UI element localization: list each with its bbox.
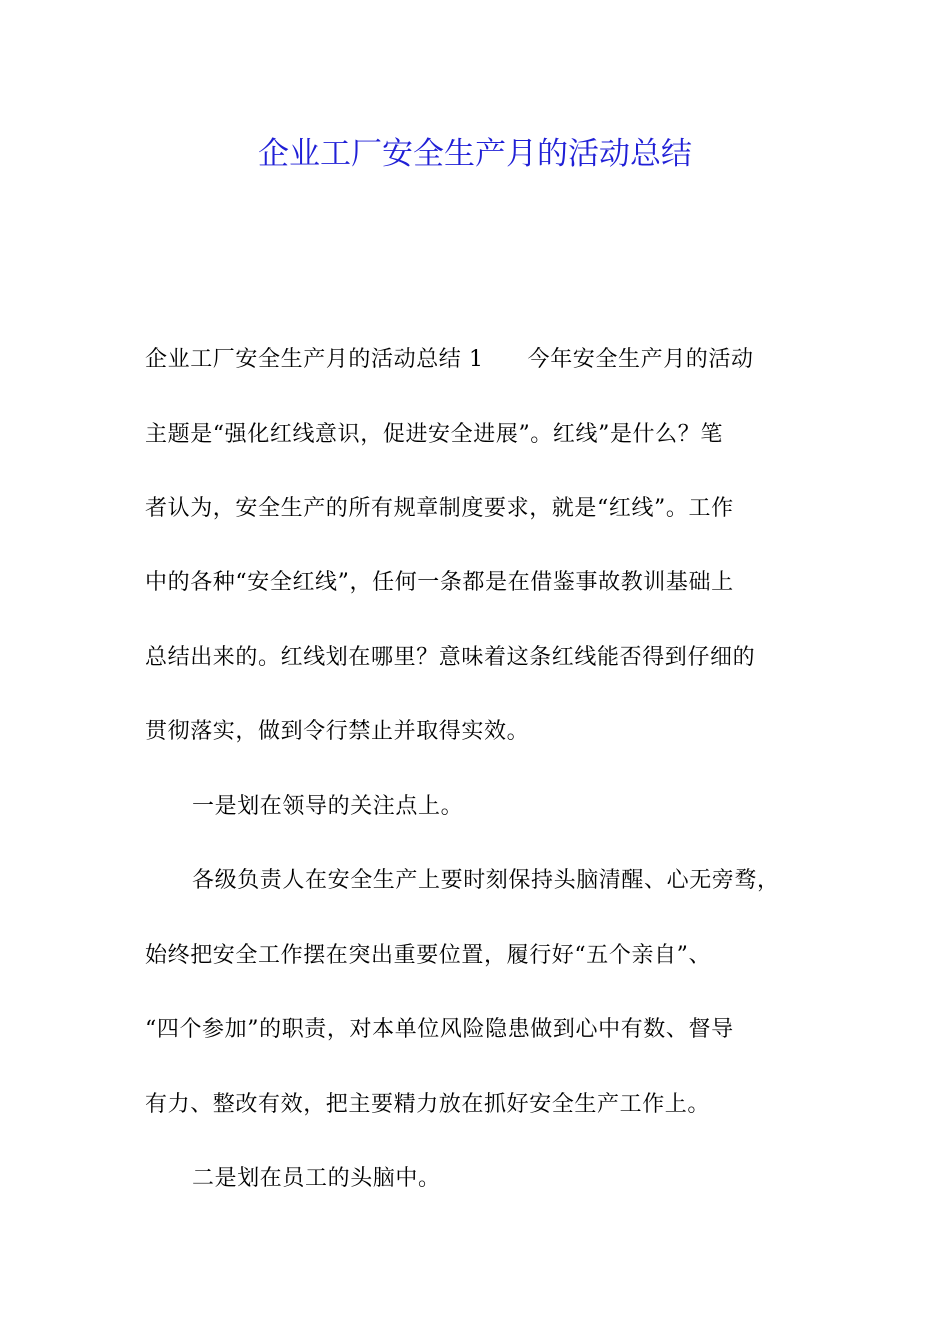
paragraph-line-6: 贯彻落实，做到令行禁止并取得实效。 (145, 719, 530, 744)
paragraph-line-5: 总结出来的。红线划在哪里？意味着这条红线能否得到仔细的 (145, 645, 756, 670)
paragraph-line-8: 各级负责人在安全生产上要时刻保持头脑清醒、心无旁骛， (192, 868, 780, 893)
section-heading-1: 一是划在领导的关注点上。 (192, 794, 464, 819)
paragraph-line-11: 有力、整改有效，把主要精力放在抓好安全生产工作上。 (145, 1092, 711, 1117)
paragraph-line-1 (145, 345, 825, 375)
paragraph-line-10: “四个参加”的职责，对本单位风险隐患做到心中有数、督导 (145, 1017, 734, 1042)
paragraph-line-1-heading: 企业工厂安全生产月的活动总结 1 (145, 347, 484, 372)
paragraph-line-4: 中的各种“安全红线”，任何一条都是在借鉴事故教训基础上 (145, 570, 734, 595)
paragraph-line-1-text: 今年安全生产月的活动 (527, 347, 754, 372)
paragraph-line-3: 者认为，安全生产的所有规章制度要求，就是“红线”。工作 (145, 496, 734, 521)
paragraph-line-9: 始终把安全工作摆在突出重要位置，履行好“五个亲自”、 (145, 943, 712, 968)
section-heading-2: 二是划在员工的头脑中。 (192, 1166, 441, 1191)
document-title: 企业工厂安全生产月的活动总结 (258, 136, 692, 172)
paragraph-line-2: 主题是“强化红线意识，促进安全进展”。红线”是什么？笔 (145, 422, 723, 447)
